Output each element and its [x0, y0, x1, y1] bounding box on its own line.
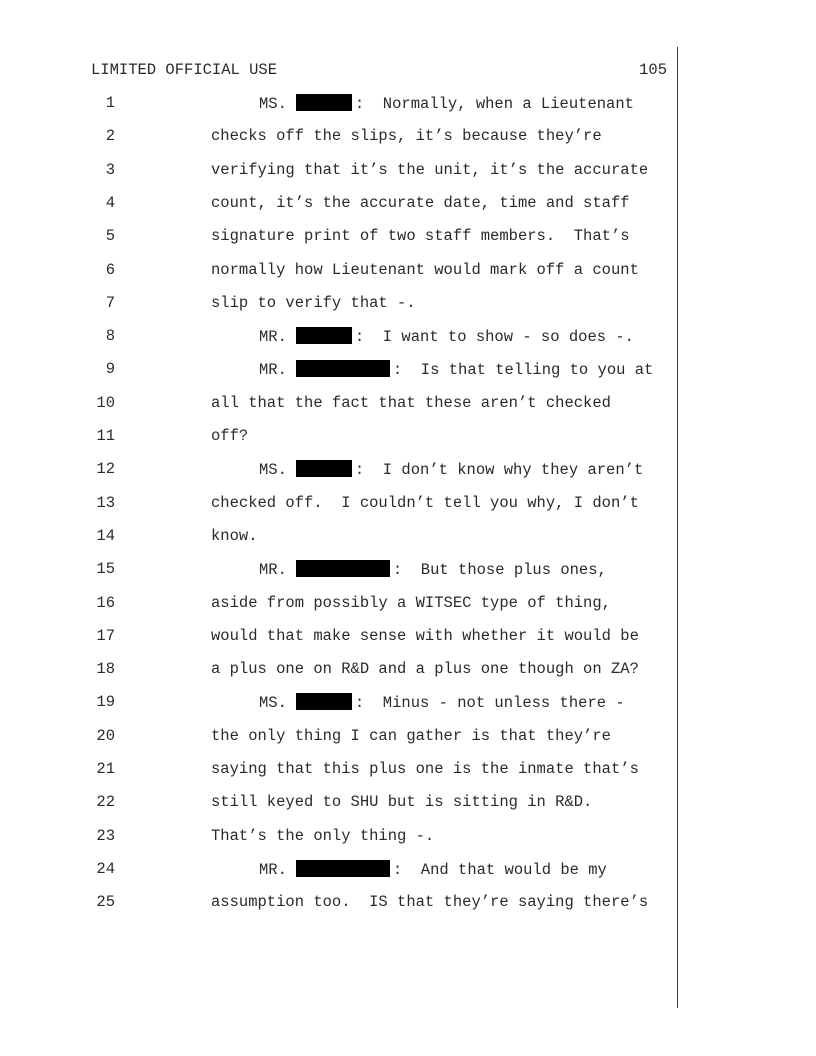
speaker-label: MS.	[259, 95, 287, 113]
line-number: 22	[96, 793, 115, 812]
line-content: signature print of two staff members. That’s	[211, 227, 630, 246]
line-content: assumption too. IS that they’re saying there’s	[211, 893, 649, 912]
transcript-line	[0, 94, 677, 114]
line-text	[211, 627, 639, 645]
transcript-line	[0, 261, 677, 281]
transcript-line	[0, 727, 677, 747]
transcript-line	[0, 494, 677, 514]
line-text	[259, 693, 625, 712]
transcript-line	[0, 194, 677, 214]
transcript-line	[0, 161, 677, 181]
line-text	[211, 194, 630, 212]
line-number: 15	[96, 560, 115, 579]
line-number: 9	[105, 360, 115, 379]
line-number: 2	[105, 127, 115, 146]
line-content: the only thing I can gather is that they’re	[211, 726, 611, 745]
line-number: 5	[105, 227, 115, 246]
transcript-line	[0, 394, 677, 414]
redaction-box	[296, 460, 352, 477]
line-number: 19	[96, 693, 115, 712]
line-number: 17	[96, 626, 115, 645]
line-content: checks off the slips, it’s because they’re	[211, 127, 602, 146]
line-text	[211, 394, 611, 412]
transcript-line	[0, 660, 677, 680]
line-text	[211, 727, 611, 745]
line-text	[211, 660, 639, 678]
transcript-line	[0, 127, 677, 147]
transcript-line	[0, 560, 677, 580]
line-text	[259, 94, 634, 113]
speaker-label: MS.	[259, 461, 287, 480]
line-text	[211, 893, 648, 911]
line-content: : I want to show - so does -.	[354, 328, 634, 347]
page-number: 105	[639, 61, 667, 79]
transcript-line	[0, 427, 677, 447]
redaction-box	[296, 360, 390, 377]
line-text	[211, 294, 416, 312]
transcript-line	[0, 693, 677, 713]
line-content: normally how Lieutenant would mark off a count	[211, 260, 639, 279]
right-margin-rule	[677, 47, 678, 1008]
transcript-line	[0, 227, 677, 247]
line-content: a plus one on R&D and a plus one though on ZA?	[211, 660, 639, 679]
line-text	[211, 760, 639, 778]
transcript-line	[0, 760, 677, 780]
redaction-box	[296, 94, 352, 111]
transcript-line	[0, 294, 677, 314]
transcript-line	[0, 527, 677, 547]
line-content: : Minus - not unless there -	[354, 694, 625, 713]
transcript-line	[0, 360, 677, 380]
line-content: That’s the only thing -.	[211, 826, 435, 845]
line-text	[211, 594, 611, 612]
line-number: 25	[96, 893, 115, 912]
line-content: : I don’t know why they aren’t	[354, 461, 644, 480]
line-number: 11	[96, 427, 115, 445]
speaker-label: MR.	[259, 361, 287, 380]
speaker-label: MR.	[259, 561, 287, 580]
line-number: 14	[96, 526, 115, 545]
line-number: 16	[96, 593, 115, 612]
line-content: aside from possibly a WITSEC type of thing,	[211, 593, 611, 612]
line-content: : Is that telling to you at	[392, 361, 654, 380]
line-content: know.	[211, 526, 258, 545]
transcript-line	[0, 793, 677, 813]
line-content: checked off. I couldn’t tell you why, I don’t	[211, 493, 639, 512]
line-content: : Normally, when a Lieutenant	[354, 95, 634, 113]
line-text	[211, 127, 602, 145]
line-content: off?	[211, 427, 249, 445]
transcript-line	[0, 327, 677, 347]
line-text	[211, 527, 258, 545]
line-number: 24	[96, 859, 115, 878]
redaction-box	[296, 860, 390, 877]
line-content: verifying that it’s the unit, it’s the accurate	[211, 160, 649, 179]
line-content: all that the fact that these aren’t checked	[211, 393, 611, 412]
line-content: slip to verify that -.	[211, 293, 416, 312]
redaction-box	[296, 327, 352, 344]
line-text	[259, 560, 607, 579]
transcript-line	[0, 460, 677, 480]
redaction-box	[296, 693, 352, 710]
line-text	[211, 827, 434, 845]
line-text	[259, 360, 653, 379]
classification-header: LIMITED OFFICIAL USE	[91, 61, 278, 79]
line-number: 4	[105, 193, 115, 212]
line-content: would that make sense with whether it would be	[211, 626, 639, 645]
line-number: 21	[96, 760, 115, 778]
line-number: 20	[96, 726, 115, 745]
redaction-box	[296, 560, 390, 577]
transcript-line	[0, 594, 677, 614]
line-text	[211, 494, 639, 512]
line-number: 6	[105, 260, 115, 279]
line-content: saying that this plus one is the inmate that’s	[211, 760, 639, 778]
line-text	[211, 161, 648, 179]
transcript-line	[0, 627, 677, 647]
line-number: 13	[96, 493, 115, 512]
line-number: 18	[96, 660, 115, 679]
line-number: 7	[105, 293, 115, 312]
speaker-label: MR.	[259, 860, 287, 879]
line-text	[211, 227, 630, 245]
line-text	[211, 427, 248, 445]
line-text	[211, 793, 592, 811]
line-text	[259, 460, 643, 479]
line-number: 23	[96, 826, 115, 845]
line-number: 12	[96, 460, 115, 479]
transcript-line	[0, 893, 677, 913]
transcript-line	[0, 827, 677, 847]
line-content: still keyed to SHU but is sitting in R&D.	[211, 793, 593, 812]
line-text	[211, 261, 639, 279]
line-text	[259, 860, 607, 879]
transcript-line	[0, 860, 677, 880]
line-number: 1	[105, 94, 115, 112]
line-text	[259, 327, 634, 346]
line-content: count, it’s the accurate date, time and staff	[211, 193, 630, 212]
line-number: 3	[105, 160, 115, 179]
speaker-label: MS.	[259, 694, 287, 713]
line-content: : But those plus ones,	[392, 561, 607, 580]
line-number: 10	[96, 393, 115, 412]
line-content: : And that would be my	[392, 860, 607, 879]
speaker-label: MR.	[259, 328, 287, 347]
line-number: 8	[105, 327, 115, 346]
